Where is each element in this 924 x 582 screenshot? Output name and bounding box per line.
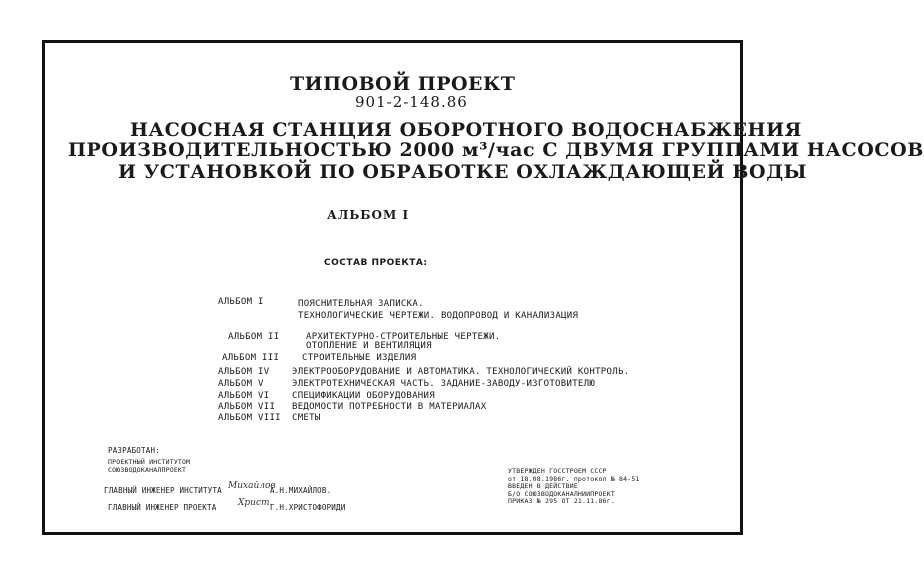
project-type-heading: ТИПОВОЙ ПРОЕКТ <box>290 73 516 95</box>
contents-item-text: ТЕХНОЛОГИЧЕСКИЕ ЧЕРТЕЖИ. ВОДОПРОВОД И КАНАЛИЗАЦИЯ <box>298 311 579 321</box>
contents-album-label: АЛЬБОМ VII <box>218 402 276 412</box>
contents-album-label: АЛЬБОМ I <box>218 297 264 307</box>
contents-item-text: СТРОИТЕЛЬНЫЕ ИЗДЕЛИЯ <box>302 353 417 363</box>
contents-item-text: ОТОПЛЕНИЕ И ВЕНТИЛЯЦИЯ <box>306 341 432 351</box>
contents-album-label: АЛЬБОМ II <box>228 332 280 342</box>
approval-line-2: от 18.08.1986г. протокол № 84-51 <box>508 474 640 483</box>
approval-line-5: ПРИКАЗ № 295 ОТ 21.11.86г. <box>508 497 615 505</box>
contents-item-text: АРХИТЕКТУРНО-СТРОИТЕЛЬНЫЕ ЧЕРТЕЖИ. <box>306 332 501 342</box>
chief-engineer-institute-name: А.Н.МИХАЙЛОВ. <box>270 486 332 495</box>
approval-line-1: УТВЕРЖДЕН ГОССТРОЕМ СССР <box>508 467 607 475</box>
contents-album-label: АЛЬБОМ IV <box>218 367 270 377</box>
contents-item-text: ЭЛЕКТРООБОРУДОВАНИЕ И АВТОМАТИКА. ТЕХНОЛОГИЧЕСКИЙ КОНТРОЛЬ. <box>292 367 630 377</box>
contents-item-text: СПЕЦИФИКАЦИИ ОБОРУДОВАНИЯ <box>292 391 435 401</box>
approval-line-3: ВВЕДЕН В ДЕЙСТВИЕ <box>508 482 578 490</box>
contents-item-text: ПОЯСНИТЕЛЬНАЯ ЗАПИСКА. <box>298 299 424 309</box>
title-line-3: И УСТАНОВКОЙ ПО ОБРАБОТКЕ ОХЛАЖДАЮЩЕЙ ВОДЫ <box>118 161 808 183</box>
developer-org-line-1: ПРОЕКТНЫЙ ИНСТИТУТОМ <box>108 458 191 466</box>
contents-album-label: АЛЬБОМ VI <box>218 391 270 401</box>
contents-item-text: СМЕТЫ <box>292 413 321 423</box>
chief-engineer-project-name: Г.Н.ХРИСТОФОРИДИ <box>270 503 346 512</box>
contents-heading: СОСТАВ ПРОЕКТА: <box>324 258 428 268</box>
contents-album-label: АЛЬБОМ VIII <box>218 413 281 423</box>
contents-album-label: АЛЬБОМ V <box>218 379 264 389</box>
developer-org-line-2: СОЮЗВОДОКАНАЛПРОЕКТ <box>108 466 187 474</box>
developer-label: РАЗРАБОТАН: <box>108 446 160 455</box>
project-number: 901-2-148.86 <box>355 93 468 111</box>
chief-engineer-project-label: ГЛАВНЫЙ ИНЖЕНЕР ПРОЕКТА <box>108 503 217 512</box>
approval-line-4: Б/О СОЮЗВОДОКАНАЛНИИПРОЕКТ <box>508 489 615 498</box>
album-title: АЛЬБОМ I <box>327 208 410 222</box>
signature-2: Христ. <box>238 498 273 508</box>
chief-engineer-institute-label: ГЛАВНЫЙ ИНЖЕНЕР ИНСТИТУТА <box>104 486 222 495</box>
contents-item-text: ВЕДОМОСТИ ПОТРЕБНОСТИ В МАТЕРИАЛАХ <box>292 402 487 412</box>
signature-1: Михайлов <box>228 481 276 491</box>
contents-album-label: АЛЬБОМ III <box>222 353 280 363</box>
title-line-1: НАСОСНАЯ СТАНЦИЯ ОБОРОТНОГО ВОДОСНАБЖЕНИЯ <box>130 119 802 141</box>
title-line-2: ПРОИЗВОДИТЕЛЬНОСТЬЮ 2000 м³/час С ДВУМЯ ГРУППАМИ НАСОСОВ <box>68 139 924 161</box>
contents-item-text: ЭЛЕКТРОТЕХНИЧЕСКАЯ ЧАСТЬ. ЗАДАНИЕ-ЗАВОДУ-ИЗГОТОВИТЕЛЮ <box>292 379 596 389</box>
